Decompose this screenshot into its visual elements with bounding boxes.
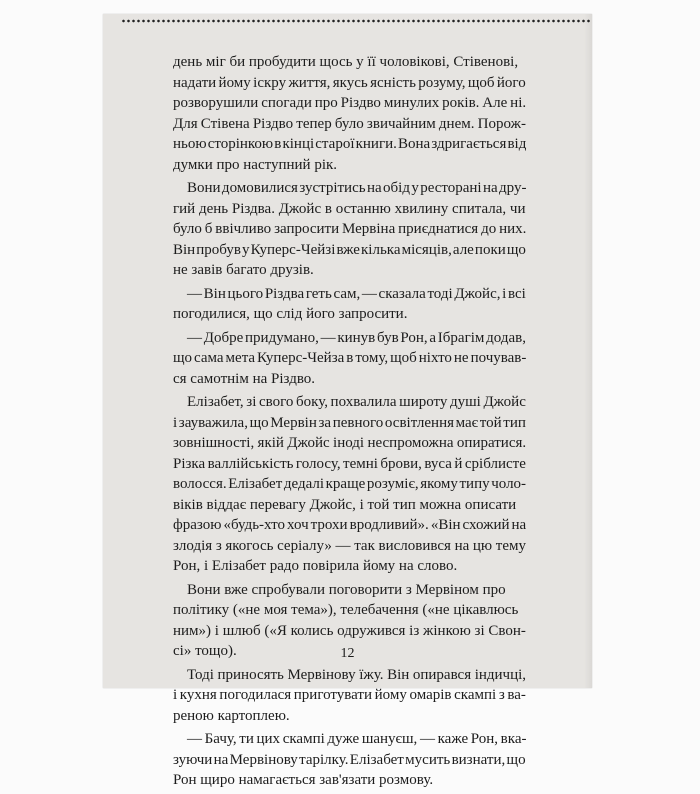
text-line: політику («не моя тема»), телебачення («не цікавлюсь bbox=[173, 602, 519, 618]
text-line: і кухня погодилася приготувати йому омарів скампі з ва- bbox=[173, 687, 526, 703]
text-line: гий день Різдва. Джойс в останню хвилину спитала, чи bbox=[173, 200, 526, 217]
text-line: Різка валлійськість голосу, темні брови, вуса й сріблисте bbox=[173, 455, 526, 472]
paragraph bbox=[173, 284, 526, 325]
text-line: думки про наступний рік. bbox=[173, 156, 338, 173]
text-line: Вони домовилися зустрітись на обід у ресторані на дру- bbox=[187, 180, 527, 196]
text-line: зовнішності, якій Джойс іноді неспроможна опиратися. bbox=[173, 435, 527, 451]
text-line: розворушили спогади про Різдво минулих років. Але ні. bbox=[173, 95, 527, 111]
text-line: і зауважила, що Мервін за певного освітлення має той тип bbox=[173, 414, 526, 431]
text-line: ся самотнім на Різдво. bbox=[173, 370, 316, 387]
text-line: віків віддає перевагу Джойс, і той тип можна описати bbox=[173, 496, 517, 513]
page-edge-shadow bbox=[584, 14, 592, 688]
text-line: злодія з якогось серіалу» — так висловився на цю тему bbox=[173, 537, 526, 554]
paragraph bbox=[173, 178, 526, 281]
text-line: не завів багато друзів. bbox=[173, 262, 314, 278]
text-line: сі» тощо). bbox=[173, 643, 237, 659]
paragraph bbox=[173, 665, 526, 727]
text-line: Елізабет, зі свого боку, похвалила широту душі Джойс bbox=[187, 394, 526, 410]
text-line: Рон, і Елізабет радо повірила йому на слово. bbox=[173, 558, 458, 574]
text-line: фразою «будь-хто хоч трохи вродливий». «Він схожий на bbox=[173, 517, 527, 533]
page-number: 12 bbox=[340, 646, 355, 661]
text-line: — Добре придумано, — кинув був Рон, а Ібрагім додав, bbox=[187, 329, 526, 346]
paragraph bbox=[173, 392, 526, 577]
body-text bbox=[173, 52, 526, 794]
text-line: зуючи на Мервінову тарілку. Елізабет мусить визнати, що bbox=[173, 751, 526, 768]
text-line: було б ввічливо запросити Мервіна приєднатися до них. bbox=[173, 221, 527, 237]
text-line: волосся. Елізабет дедалі краще розуміє, якому типу чоло- bbox=[173, 476, 527, 492]
text-line: ньою сторінкою в кінці старої книги. Вона здригається від bbox=[173, 136, 527, 152]
text-line: Він пробув у Куперс-Чейзі вже кілька місяців, але поки що bbox=[173, 241, 526, 258]
paragraph bbox=[173, 52, 526, 175]
text-line: реною картоплею. bbox=[173, 707, 290, 724]
text-line: ним») і шлюб («Я колись одружився із жінкою зі Свон- bbox=[173, 622, 526, 639]
text-line: — Бачу, ти цих скампі дуже шануєш, — каже Рон, вка- bbox=[187, 731, 527, 747]
text-line: день міг би пробудити щось у її чоловікові, Стівенові, bbox=[173, 54, 519, 70]
text-line: Вони вже спробували поговорити з Мервіном про bbox=[187, 581, 506, 598]
dotted-header-rule bbox=[121, 19, 590, 23]
book-page bbox=[103, 14, 592, 788]
text-line: що сама мета Куперс-Чейза в тому, щоб ніхто не почував- bbox=[173, 350, 527, 366]
text-line: Для Стівена Різдво тепер було звичайним днем. Порож- bbox=[173, 115, 526, 132]
text-line: — Він цього Різдва геть сам, — сказала тоді Джойс, і всі bbox=[187, 285, 526, 302]
text-line: погодилися, що слід його запросити. bbox=[173, 306, 408, 322]
paragraph bbox=[173, 328, 526, 390]
text-line: Тоді приносять Мервінову їжу. Він опирався індичці, bbox=[187, 666, 527, 683]
text-line: надати йому іскру життя, якусь ясність розуму, щоб його bbox=[173, 74, 526, 91]
paragraph bbox=[173, 729, 526, 791]
text-line: Рон щиро намагається зав'язати розмову. bbox=[173, 772, 434, 788]
